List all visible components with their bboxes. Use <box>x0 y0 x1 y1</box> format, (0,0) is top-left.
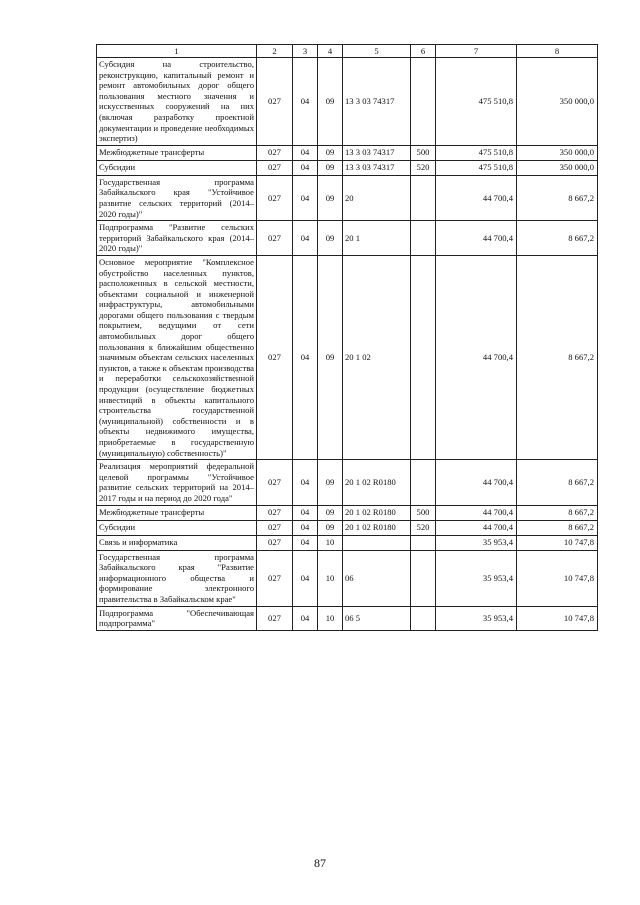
target-article-code: 13 3 03 74317 <box>343 145 411 160</box>
amount-column-7: 35 953,4 <box>436 535 517 550</box>
budget-item-name: Субсидия на строительство, реконструкцию, капитальный ремонт и ремонт автомобильных дорог общего пользования местного значения и искусственных сооружений на них (включая разработку проектной документации и проведение необходимых экспертиз) <box>97 58 257 146</box>
expense-kind-code <box>411 58 436 146</box>
section-code: 04 <box>293 145 318 160</box>
target-article-code: 06 <box>343 550 411 606</box>
amount-column-7: 44 700,4 <box>436 255 517 459</box>
subsection-code: 10 <box>318 606 343 630</box>
amount-column-8: 350 000,0 <box>517 58 598 146</box>
table-row <box>97 606 598 630</box>
amount-column-8: 10 747,8 <box>517 606 598 630</box>
budget-item-name: Субсидии <box>97 520 257 535</box>
target-article-code: 20 1 02 R0180 <box>343 460 411 505</box>
admin-code: 027 <box>257 255 293 459</box>
amount-column-7: 44 700,4 <box>436 460 517 505</box>
table-row <box>97 505 598 520</box>
expense-kind-code <box>411 221 436 256</box>
section-code: 04 <box>293 606 318 630</box>
budget-item-name: Основное мероприятие "Комплексное обустройство населенных пунктов, расположенных в сельской местности, объектами социальной и инженерной инфраструктуры, автомобильными дорогами общего пользования с твердым покрытием, ведущими от сети автомобильных дорог общего пользования к ближайшим общественно значимым объектам сельских населенных пунктов, а также к объектам производства и переработки сельскохозяйственной продукции (осуществление бюджетных инвестиций в объекты капитального строительства государственной (муниципальной) собственности и в объекты недвижимого имущества, приобретаемые в государственную (муниципальную) собственность)" <box>97 255 257 459</box>
header-cell: 2 <box>257 45 293 58</box>
section-code: 04 <box>293 505 318 520</box>
admin-code: 027 <box>257 550 293 606</box>
budget-item-name: Подпрограмма "Обеспечивающая подпрограмма" <box>97 606 257 630</box>
section-code: 04 <box>293 535 318 550</box>
amount-column-8: 8 667,2 <box>517 460 598 505</box>
amount-column-8: 8 667,2 <box>517 175 598 220</box>
amount-column-8: 10 747,8 <box>517 535 598 550</box>
budget-item-name: Межбюджетные трансферты <box>97 145 257 160</box>
table-row <box>97 145 598 160</box>
header-cell: 7 <box>436 45 517 58</box>
admin-code: 027 <box>257 535 293 550</box>
expense-kind-code <box>411 255 436 459</box>
table-row <box>97 221 598 256</box>
section-code: 04 <box>293 550 318 606</box>
section-code: 04 <box>293 255 318 459</box>
table-header-row <box>97 45 598 58</box>
admin-code: 027 <box>257 460 293 505</box>
target-article-code: 20 1 02 R0180 <box>343 505 411 520</box>
budget-item-name: Подпрограмма "Развитие сельских территорий Забайкальского края (2014–2020 годы)" <box>97 221 257 256</box>
admin-code: 027 <box>257 505 293 520</box>
table-row <box>97 535 598 550</box>
expense-kind-code <box>411 535 436 550</box>
target-article-code: 20 1 02 <box>343 255 411 459</box>
header-cell: 3 <box>293 45 318 58</box>
section-code: 04 <box>293 58 318 146</box>
section-code: 04 <box>293 221 318 256</box>
section-code: 04 <box>293 460 318 505</box>
budget-item-name: Связь и информатика <box>97 535 257 550</box>
admin-code: 027 <box>257 58 293 146</box>
amount-column-7: 44 700,4 <box>436 175 517 220</box>
admin-code: 027 <box>257 520 293 535</box>
table-body <box>97 45 598 631</box>
expense-kind-code <box>411 175 436 220</box>
table-row <box>97 160 598 175</box>
subsection-code: 09 <box>318 175 343 220</box>
header-cell: 8 <box>517 45 598 58</box>
subsection-code: 10 <box>318 550 343 606</box>
amount-column-8: 350 000,0 <box>517 145 598 160</box>
expense-kind-code: 500 <box>411 505 436 520</box>
header-cell: 4 <box>318 45 343 58</box>
expense-kind-code <box>411 550 436 606</box>
subsection-code: 09 <box>318 221 343 256</box>
target-article-code <box>343 535 411 550</box>
admin-code: 027 <box>257 160 293 175</box>
table-row <box>97 58 598 146</box>
target-article-code: 20 <box>343 175 411 220</box>
budget-table <box>96 44 598 631</box>
expense-kind-code: 520 <box>411 160 436 175</box>
header-cell: 5 <box>343 45 411 58</box>
amount-column-7: 44 700,4 <box>436 520 517 535</box>
target-article-code: 13 3 03 74317 <box>343 58 411 146</box>
expense-kind-code <box>411 606 436 630</box>
amount-column-8: 350 000,0 <box>517 160 598 175</box>
amount-column-8: 8 667,2 <box>517 520 598 535</box>
target-article-code: 20 1 02 R0180 <box>343 520 411 535</box>
expense-kind-code: 500 <box>411 145 436 160</box>
subsection-code: 09 <box>318 58 343 146</box>
section-code: 04 <box>293 160 318 175</box>
amount-column-8: 8 667,2 <box>517 221 598 256</box>
amount-column-8: 8 667,2 <box>517 505 598 520</box>
page-number: 87 <box>314 856 326 870</box>
subsection-code: 09 <box>318 505 343 520</box>
budget-item-name: Государственная программа Забайкальского края "Устойчивое развитие сельских территорий (2014–2020 годы)" <box>97 175 257 220</box>
budget-item-name: Субсидии <box>97 160 257 175</box>
subsection-code: 09 <box>318 255 343 459</box>
admin-code: 027 <box>257 175 293 220</box>
target-article-code: 20 1 <box>343 221 411 256</box>
amount-column-8: 8 667,2 <box>517 255 598 459</box>
subsection-code: 09 <box>318 520 343 535</box>
header-cell: 6 <box>411 45 436 58</box>
budget-item-name: Государственная программа Забайкальского края "Развитие информационного общества и формирование электронного правительства в Забайкальском крае" <box>97 550 257 606</box>
expense-kind-code <box>411 460 436 505</box>
subsection-code: 10 <box>318 535 343 550</box>
table-row <box>97 520 598 535</box>
target-article-code: 06 5 <box>343 606 411 630</box>
subsection-code: 09 <box>318 145 343 160</box>
table-row <box>97 255 598 459</box>
expense-kind-code: 520 <box>411 520 436 535</box>
amount-column-7: 475 510,8 <box>436 160 517 175</box>
table-row <box>97 460 598 505</box>
amount-column-7: 44 700,4 <box>436 505 517 520</box>
target-article-code: 13 3 03 74317 <box>343 160 411 175</box>
budget-item-name: Межбюджетные трансферты <box>97 505 257 520</box>
amount-column-7: 35 953,4 <box>436 606 517 630</box>
amount-column-8: 10 747,8 <box>517 550 598 606</box>
admin-code: 027 <box>257 145 293 160</box>
amount-column-7: 475 510,8 <box>436 145 517 160</box>
section-code: 04 <box>293 175 318 220</box>
subsection-code: 09 <box>318 460 343 505</box>
amount-column-7: 44 700,4 <box>436 221 517 256</box>
admin-code: 027 <box>257 221 293 256</box>
table-row <box>97 550 598 606</box>
section-code: 04 <box>293 520 318 535</box>
header-cell: 1 <box>97 45 257 58</box>
amount-column-7: 475 510,8 <box>436 58 517 146</box>
amount-column-7: 35 953,4 <box>436 550 517 606</box>
table-row <box>97 175 598 220</box>
subsection-code: 09 <box>318 160 343 175</box>
budget-item-name: Реализация мероприятий федеральной целевой программы "Устойчивое развитие сельских территорий на 2014–2017 годы и на период до 2020 года" <box>97 460 257 505</box>
admin-code: 027 <box>257 606 293 630</box>
